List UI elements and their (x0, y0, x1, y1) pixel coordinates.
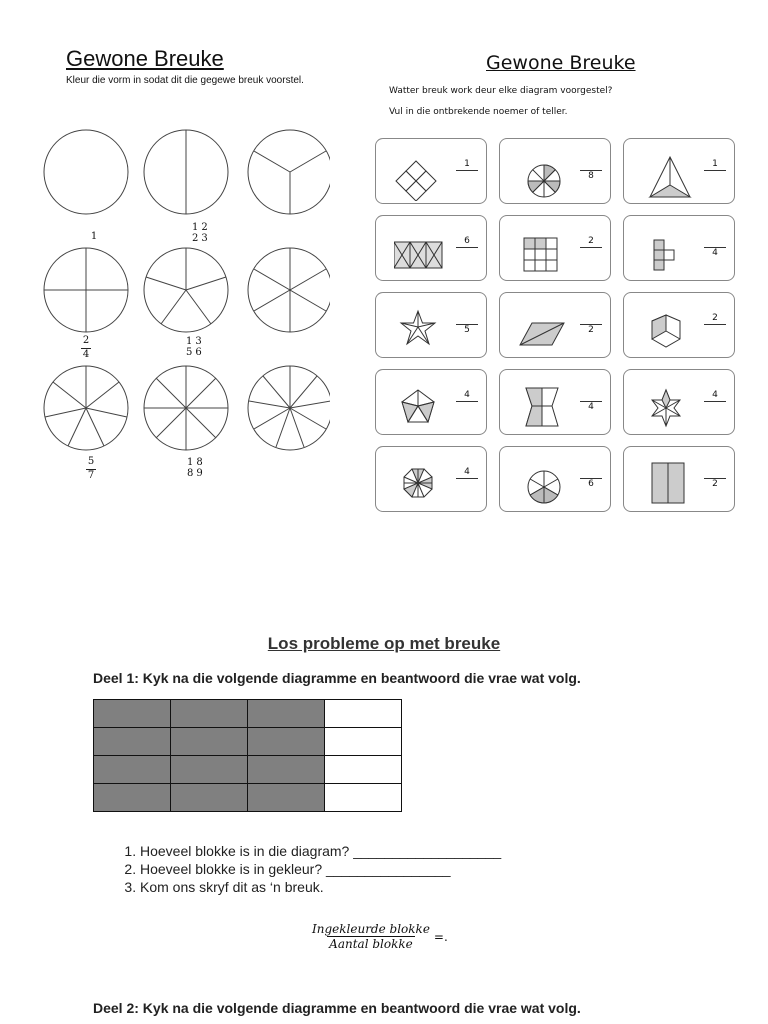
shape-card-hourglass (499, 369, 611, 435)
circle-fifths (144, 248, 228, 332)
hourglass-icon (518, 380, 570, 432)
grid-row (94, 728, 402, 756)
card-denominator (704, 325, 726, 336)
card-fraction (456, 159, 478, 182)
grid-cell-shaded (171, 784, 248, 812)
grid-cell-shaded (171, 728, 248, 756)
card-fraction (456, 313, 478, 336)
left-title: Gewone Breuke (66, 46, 224, 71)
shape-card-t-shape (623, 215, 735, 281)
shape-card-parallelogram (499, 292, 611, 358)
card-numerator: 2 (712, 313, 718, 323)
fraction-label-two-quarters: 2 4 (82, 335, 90, 360)
card-denominator: 2 (588, 325, 594, 335)
rect-x-icon (394, 226, 446, 278)
grid-cell-empty (325, 784, 402, 812)
shape-card-hexagon (623, 292, 735, 358)
card-denominator (456, 248, 478, 259)
formula-equals: =. (433, 929, 448, 944)
card-numerator: 4 (464, 390, 470, 400)
shape-card-pentagon (375, 369, 487, 435)
circle-ninths (248, 366, 330, 450)
card-denominator (456, 479, 478, 490)
circle-thirds (248, 130, 330, 214)
card-fraction (580, 313, 602, 336)
card-numerator: 4 (712, 390, 718, 400)
parallelogram-icon (518, 303, 570, 355)
card-numerator (580, 390, 602, 401)
card-denominator: 6 (588, 479, 594, 489)
card-fraction (456, 467, 478, 490)
octagon-icon (394, 457, 446, 509)
card-denominator: 8 (588, 171, 594, 181)
card-denominator (456, 402, 478, 413)
part-2-heading: Deel 2: Kyk na die volgende diagramme en beantwoord die vrae wat volg. (93, 1000, 581, 1016)
card-numerator (704, 467, 726, 478)
fraction-label-whole: 1 (90, 231, 98, 242)
shape-card-circle-sixths (499, 446, 611, 512)
triangle-thirds-icon (642, 149, 694, 201)
shape-card-triangle-thirds (623, 138, 735, 204)
formula-denominator: Aantal blokke (329, 937, 413, 951)
question-list (100, 842, 501, 896)
card-denominator (704, 402, 726, 413)
grid-cell-shaded (94, 728, 171, 756)
grid-row (94, 784, 402, 812)
grid-cell-shaded (248, 784, 325, 812)
card-denominator (456, 171, 478, 182)
card-fraction (704, 467, 726, 490)
card-denominator (704, 171, 726, 182)
card-numerator (704, 236, 726, 247)
grid-row (94, 756, 402, 784)
card-fraction (580, 236, 602, 259)
card-fraction (704, 159, 726, 182)
shape-card-star (375, 292, 487, 358)
block-grid (93, 699, 402, 812)
fraction-label-pair: 1 8 8 9 (187, 457, 203, 479)
card-fraction (580, 390, 602, 413)
card-numerator: 4 (464, 467, 470, 477)
card-numerator: 2 (588, 236, 594, 246)
grid-cell-shaded (248, 700, 325, 728)
question-item: 1. Hoeveel blokke is in die diagram? ___________________ (140, 842, 501, 860)
grid-cell-shaded (171, 700, 248, 728)
shape-card-octagon (375, 446, 487, 512)
card-fraction (456, 390, 478, 413)
circle-halves (144, 130, 228, 214)
card-numerator (456, 313, 478, 324)
shape-card-circle-eighths (499, 138, 611, 204)
circle-sixths-icon (518, 457, 570, 509)
shape-card-rect-x (375, 215, 487, 281)
grid-cell-shaded (94, 700, 171, 728)
card-fraction (456, 236, 478, 259)
shape-card-rect-halves (623, 446, 735, 512)
t-shape-icon (642, 226, 694, 278)
grid-cell-shaded (94, 756, 171, 784)
grid-cell-shaded (94, 784, 171, 812)
grid-cell-empty (325, 728, 402, 756)
shape-card-diamond-quarters (375, 138, 487, 204)
card-fraction (704, 313, 726, 336)
card-numerator (580, 159, 602, 170)
card-fraction (704, 390, 726, 413)
card-numerator: 1 (464, 159, 470, 169)
rect-halves-icon (642, 457, 694, 509)
right-title: Gewone Breuke (486, 52, 636, 74)
card-numerator: 1 (712, 159, 718, 169)
card-numerator: 6 (464, 236, 470, 246)
star-icon (394, 303, 446, 355)
pentagon-icon (394, 380, 446, 432)
card-numerator (580, 313, 602, 324)
question-item: 2. Hoeveel blokke is in gekleur? ________________ (140, 860, 501, 878)
circle-quarters (44, 248, 128, 332)
card-denominator: 5 (464, 325, 470, 335)
formula-numerator: Ingekleurde blokke (312, 922, 430, 936)
circle-whole (44, 130, 128, 214)
card-fraction (580, 159, 602, 182)
shape-card-star-6 (623, 369, 735, 435)
right-question-2: Vul in die ontbrekende noemer of teller. (389, 107, 568, 117)
section-heading: Los probleme op met breuke (267, 634, 501, 653)
grid-cell-empty (325, 756, 402, 784)
circle-eighths (144, 366, 228, 450)
card-denominator (580, 248, 602, 259)
circle-sevenths (44, 366, 128, 450)
fraction-circles (30, 120, 330, 460)
grid-cell-shaded (248, 728, 325, 756)
card-numerator (580, 467, 602, 478)
circle-sixths (248, 248, 330, 332)
hexagon-icon (642, 303, 694, 355)
card-denominator: 2 (712, 479, 718, 489)
diamond-quarters-icon (394, 149, 446, 201)
star-6-icon (642, 380, 694, 432)
grid-3x3-icon (518, 226, 570, 278)
grid-row (94, 700, 402, 728)
fraction-label-five-sevenths: 5 7 (87, 456, 95, 481)
fraction-formula (310, 922, 448, 951)
shape-card-grid-3x3 (499, 215, 611, 281)
card-denominator: 4 (712, 248, 718, 258)
part-1-heading: Deel 1: Kyk na die volgende diagramme en beantwoord die vrae wat volg. (93, 670, 581, 686)
fraction-label-pair: 1 5 3 6 (186, 336, 202, 358)
fraction-label-pair: 1 2 2 3 (192, 222, 208, 244)
grid-cell-shaded (248, 756, 325, 784)
card-fraction (580, 467, 602, 490)
card-fraction (704, 236, 726, 259)
right-question-1: Watter breuk work deur elke diagram voorgestel? (389, 86, 613, 96)
grid-cell-shaded (171, 756, 248, 784)
circle-eighths-icon (518, 149, 570, 201)
card-denominator: 4 (588, 402, 594, 412)
left-instruction: Kleur die vorm in sodat dit die gegewe breuk voorstel. (66, 75, 304, 86)
question-item: 3. Kom ons skryf dit as ‘n breuk. (140, 878, 501, 896)
grid-cell-empty (325, 700, 402, 728)
